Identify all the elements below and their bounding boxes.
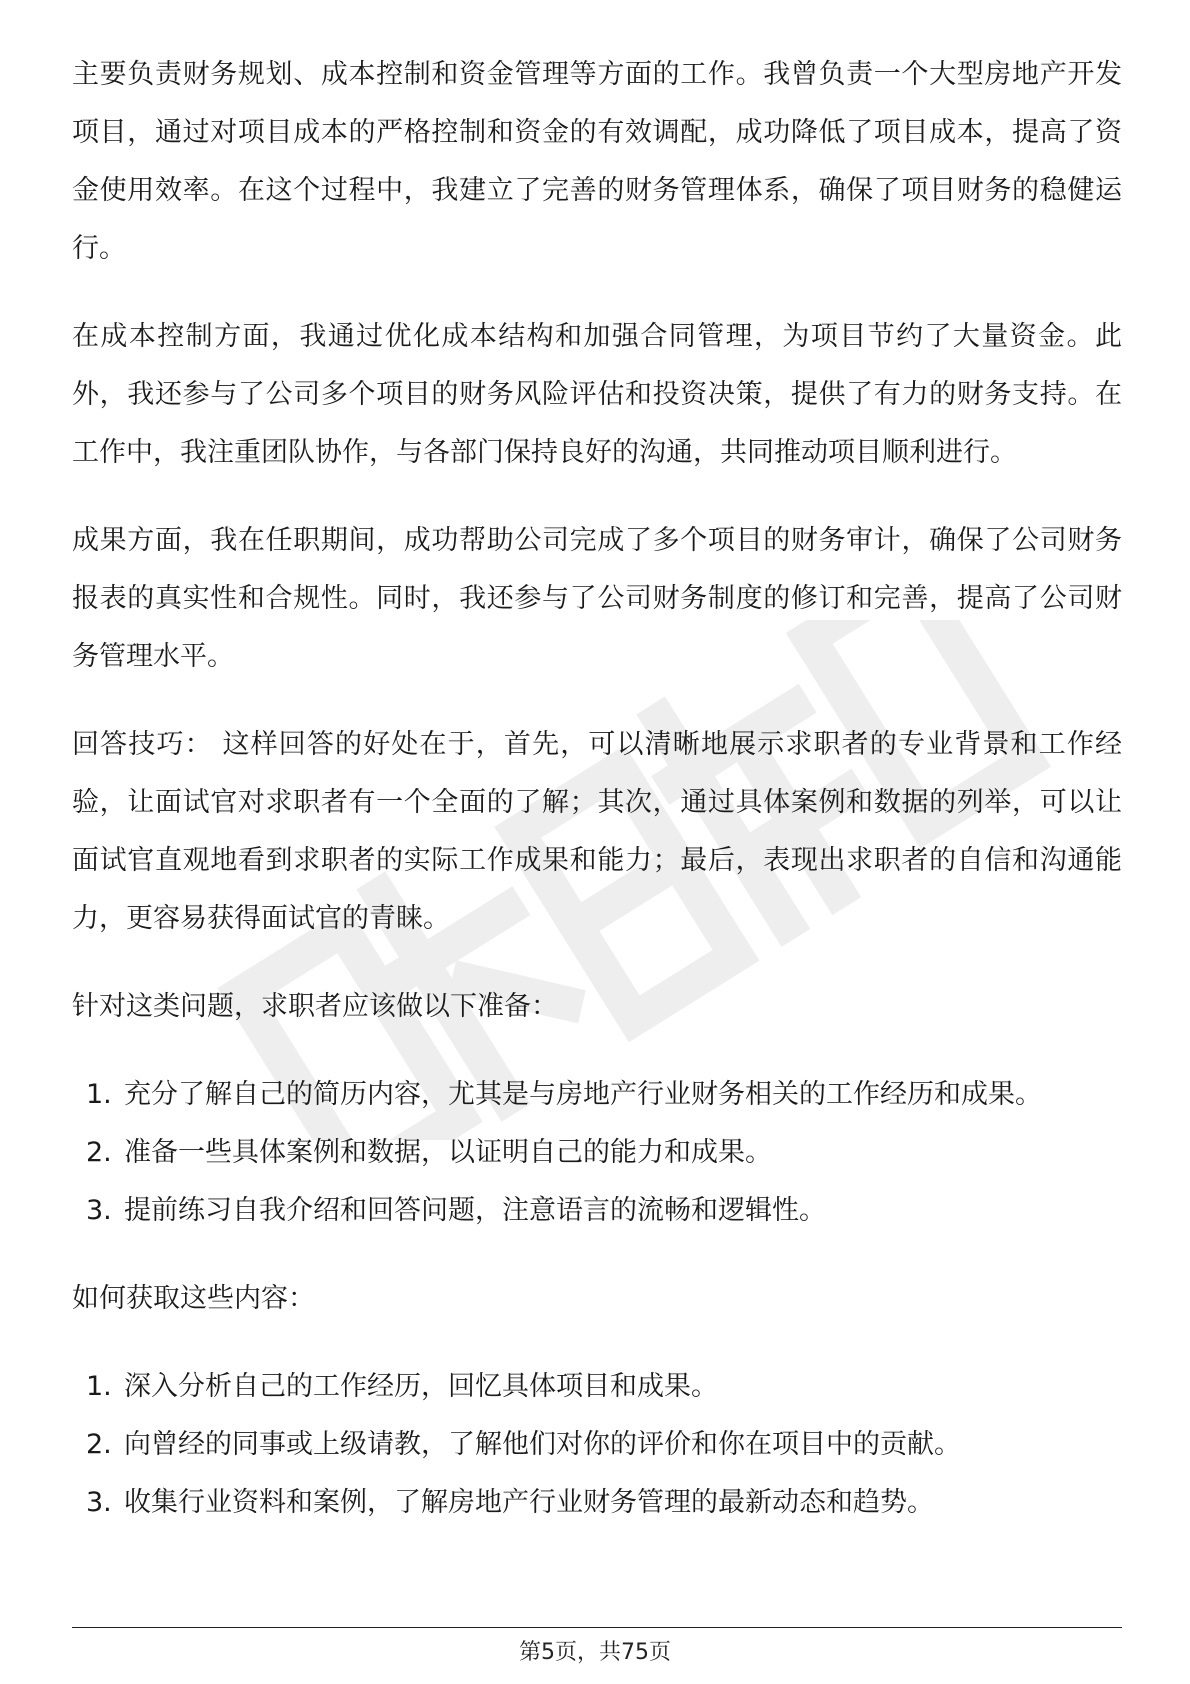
list-item (72, 1066, 1122, 1124)
paragraph-preparation-intro: 针对这类问题，求职者应该做以下准备： (72, 991, 558, 1022)
document-body (72, 46, 1122, 1562)
list-number: 3. (86, 1487, 112, 1518)
obtain-list (72, 1358, 1122, 1532)
list-number: 2. (86, 1137, 112, 1168)
list-item-text: 准备一些具体案例和数据，以证明自己的能力和成果。 (124, 1137, 772, 1168)
list-item-text: 向曾经的同事或上级请教，了解他们对你的评价和你在项目中的贡献。 (124, 1429, 961, 1460)
paragraph-answer-tips: 回答技巧： 这样回答的好处在于，首先，可以清晰地展示求职者的专业背景和工作经验，让面试官对求职者有一个全面的了解；其次，通过具体案例和数据的列举，可以让面试官直观地看到求职者的实际工作成果和能力；最后，表现出求职者的自信和沟通能力，更容易获得面试官的青睐。 (72, 729, 1122, 934)
list-item (72, 1416, 1122, 1474)
list-number: 1. (86, 1079, 112, 1110)
list-item-text: 收集行业资料和案例，了解房地产行业财务管理的最新动态和趋势。 (124, 1487, 934, 1518)
list-item-text: 充分了解自己的简历内容，尤其是与房地产行业财务相关的工作经历和成果。 (124, 1079, 1042, 1110)
list-number: 1. (86, 1371, 112, 1402)
list-item (72, 1474, 1122, 1532)
preparation-list (72, 1066, 1122, 1240)
paragraph-work-duties: 主要负责财务规划、成本控制和资金管理等方面的工作。我曾负责一个大型房地产开发项目，通过对项目成本的严格控制和资金的有效调配，成功降低了项目成本，提高了资金使用效率。在这个过程中，我建立了完善的财务管理体系，确保了项目财务的稳健运行。 (72, 59, 1122, 264)
paragraph-achievements: 成果方面，我在任职期间，成功帮助公司完成了多个项目的财务审计，确保了公司财务报表的真实性和合规性。同时，我还参与了公司财务制度的修订和完善，提高了公司财务管理水平。 (72, 525, 1122, 672)
list-item-text: 提前练习自我介绍和回答问题，注意语言的流畅和逻辑性。 (124, 1195, 826, 1226)
list-item (72, 1182, 1122, 1240)
page-number: 第5页，共75页 (519, 1640, 671, 1665)
list-item-text: 深入分析自己的工作经历，回忆具体项目和成果。 (124, 1371, 718, 1402)
list-number: 2. (86, 1429, 112, 1460)
list-item (72, 1124, 1122, 1182)
paragraph-cost-control: 在成本控制方面，我通过优化成本结构和加强合同管理，为项目节约了大量资金。此外，我还参与了公司多个项目的财务风险评估和投资决策，提供了有力的财务支持。在工作中，我注重团队协作，与各部门保持良好的沟通，共同推动项目顺利进行。 (72, 321, 1122, 468)
list-number: 3. (86, 1195, 112, 1226)
footer-divider (72, 1627, 1122, 1628)
list-item (72, 1358, 1122, 1416)
paragraph-how-to-obtain: 如何获取这些内容： (72, 1283, 315, 1314)
